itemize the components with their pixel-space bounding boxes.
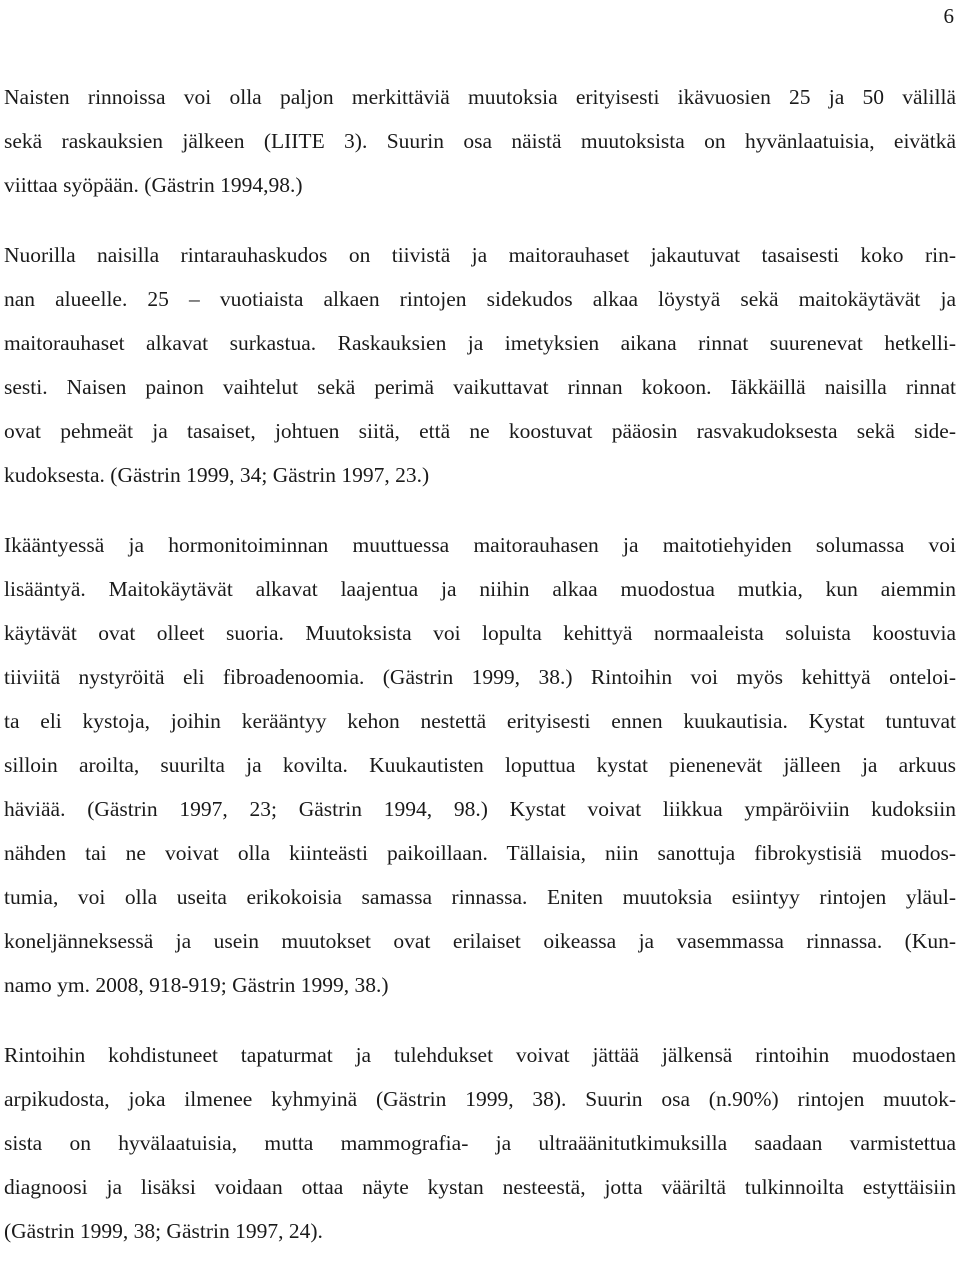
- paragraph-4: [4, 1033, 956, 1253]
- text-line: sesti. Naisen painon vaihtelut sekä perimä vaikuttavat rinnan kokoon. Iäkkäillä naisilla rinnat: [4, 375, 956, 399]
- paragraph-2: [4, 233, 956, 497]
- text-line: nan alueelle. 25 – vuotiaista alkaen rintojen sidekudos alkaa löystyä sekä maitokäytävät ja: [4, 287, 956, 311]
- text-line: tumia, voi olla useita erikokoisia samassa rinnassa. Eniten muutoksia esiintyy rintojen yläul-: [4, 885, 956, 909]
- text-line: sista on hyvälaatuisia, mutta mammografia- ja ultraäänitutkimuksilla saadaan varmistettua: [4, 1131, 956, 1155]
- text-line: Rintoihin kohdistuneet tapaturmat ja tulehdukset voivat jättää jälkensä rintoihin muodostaen: [4, 1043, 956, 1067]
- text-line: lisääntyä. Maitokäytävät alkavat laajentua ja niihin alkaa muodostua mutkia, kun aiemmin: [4, 577, 956, 601]
- text-line: arpikudosta, joka ilmenee kyhmyinä (Gästrin 1999, 38). Suurin osa (n.90%) rintojen muutok-: [4, 1087, 956, 1111]
- text-line: kudoksesta. (Gästrin 1999, 34; Gästrin 1997, 23.): [4, 463, 430, 487]
- text-line: ta eli kystoja, joihin kerääntyy kehon nestettä erityisesti ennen kuukautisia. Kystat tuntuvat: [4, 709, 956, 733]
- paragraph-3: [4, 523, 956, 1007]
- text-line: diagnoosi ja lisäksi voidaan ottaa näyte kystan nesteestä, jotta vääriltä tulkinnoilta estyttäisiin: [4, 1175, 956, 1199]
- text-line: (Gästrin 1999, 38; Gästrin 1997, 24).: [4, 1219, 323, 1243]
- text-line: namo ym. 2008, 918-919; Gästrin 1999, 38.): [4, 973, 389, 997]
- text-line: viittaa syöpään. (Gästrin 1994,98.): [4, 173, 303, 197]
- text-line: ovat pehmeät ja tasaiset, johtuen siitä, että ne koostuvat pääosin rasvakudoksesta sekä side-: [4, 419, 956, 443]
- text-line: häviää. (Gästrin 1997, 23; Gästrin 1994, 98.) Kystat voivat liikkua ympäröiviin kudoksiin: [4, 797, 956, 821]
- document-body: [4, 75, 956, 1253]
- text-line: käytävät ovat olleet suoria. Muutoksista voi lopulta kehittyä normaaleista soluista koostuvia: [4, 621, 956, 645]
- text-line: sekä raskauksien jälkeen (LIITE 3). Suurin osa näistä muutoksista on hyvänlaatuisia, eivätkä: [4, 129, 956, 153]
- text-line: koneljänneksessä ja usein muutokset ovat erilaiset oikeassa ja vasemmassa rinnassa. (Kun-: [4, 929, 956, 953]
- text-line: Ikääntyessä ja hormonitoiminnan muuttuessa maitorauhasen ja maitotiehyiden solumassa voi: [4, 533, 956, 557]
- paragraph-1: [4, 75, 956, 207]
- text-line: tiiviitä nystyröitä eli fibroadenoomia. (Gästrin 1999, 38.) Rintoihin voi myös kehittyä onteloi-: [4, 665, 956, 689]
- text-line: silloin aroilta, suurilta ja kovilta. Kuukautisten loputtua kystat pienenevät jälleen ja arkuus: [4, 753, 956, 777]
- text-line: Nuorilla naisilla rintarauhaskudos on tiivistä ja maitorauhaset jakautuvat tasaisesti koko rin-: [4, 243, 956, 267]
- text-line: maitorauhaset alkavat surkastua. Raskauksien ja imetyksien aikana rinnat suurenevat hetkelli-: [4, 331, 956, 355]
- text-line: Naisten rinnoissa voi olla paljon merkittäviä muutoksia erityisesti ikävuosien 25 ja 50 välillä: [4, 85, 956, 109]
- page-number: 6: [943, 4, 954, 28]
- text-line: nähden tai ne voivat olla kiinteästi paikoillaan. Tällaisia, niin sanottuja fibrokystisiä muodos-: [4, 841, 956, 865]
